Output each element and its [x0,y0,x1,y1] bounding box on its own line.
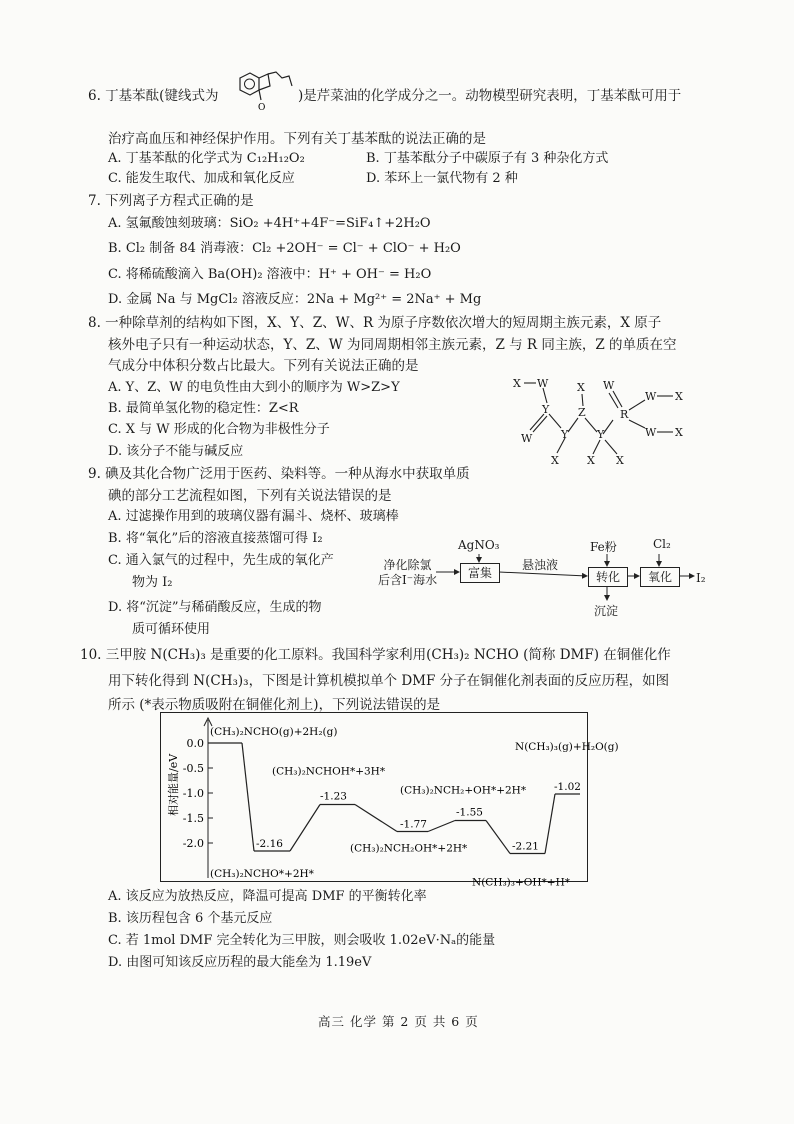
energy-levels [208,743,580,854]
flow-reagent-agno3: AgNO₃ [458,538,500,552]
q7-option-b: B. Cl₂ 制备 84 消毒液：Cl₂ +2OH⁻ = Cl⁻ + ClO⁻ + H₂O [108,241,461,256]
transition-line [355,805,397,832]
q10-option-a: A. 该反应为放热反应，降温可提高 DMF 的平衡转化率 [108,889,427,904]
q7-option-c: C. 将稀硫酸滴入 Ba(OH)₂ 溶液中：H⁺ + OH⁻ = H₂O [108,267,432,282]
state-label: (CH₃)₂NCH₂OH*+2H* [350,842,468,855]
energy-value-label: -1.77 [400,818,427,831]
q6-option-c: C. 能发生取代、加成和氧化反应 [108,171,295,186]
energy-profile-chart [160,712,619,889]
flow-byproduct-precipitate: 沉淀 [594,604,619,618]
q8-option-b: B. 最简单氢化物的稳定性：Z<R [108,401,299,416]
q6-stem-part1: 6. 丁基苯酞(键线式为 [88,88,219,104]
atom-x: X [513,377,521,390]
q9-option-a: A. 过滤操作用到的玻璃仪器有漏斗、烧杯、玻璃棒 [108,509,399,524]
y-tick-label: -1.0 [182,787,204,800]
q9-option-c-line2: 物为 I₂ [132,575,173,590]
q10-stem-line2: 用下转化得到 N(CH₃)₃，下图是计算机模拟单个 DMF 分子在铜催化剂表面的反应历程，如图 [108,673,670,689]
q9-stem-line2: 碘的部分工艺流程如图，下列有关说法错误的是 [108,488,392,504]
atom-y: Y [597,428,605,441]
carbonyl-oxygen: O [258,103,266,113]
atom-x: X [577,381,585,394]
y-tick-label: -2.0 [182,837,204,850]
q6-stem-line2: 治疗高血压和神经保护作用。下列有关丁基苯酞的说法正确的是 [108,131,486,147]
q9-option-d-line1: D. 将“沉淀”与稀硝酸反应，生成的物 [108,600,322,615]
flow-box-enrich: 富集 [460,563,500,583]
atom-x: X [551,454,559,467]
page-footer: 高三 化学 第 2 页 共 6 页 [318,1014,479,1029]
atom-x: X [675,426,683,439]
aromatic-circle [245,79,255,89]
flow-box-oxidize: 氧化 [640,567,680,587]
state-label: N(CH₃)₃+OH*+H* [472,876,571,889]
flow-reagent-cl2: Cl₂ [653,537,671,551]
q7-option-a: A. 氢氟酸蚀刻玻璃：SiO₂ +4H⁺+4F⁻=SiF₄↑+2H₂O [108,216,431,231]
q8-stem-line3: 气成分中体积分数占比最大。下列有关说法正确的是 [108,358,419,374]
herbicide-structure [505,370,705,470]
atom-x: X [616,454,624,467]
butyl-chain [268,72,292,86]
q9-option-c-line1: C. 通入氯气的过程中，先生成的氧化产 [108,553,334,568]
q10-stem-line1: 10. 三甲胺 N(CH₃)₃ 是重要的化工原料。我国科学家利用(CH₃)₂ NCHO (简称 DMF) 在铜催化作 [80,647,671,663]
q9-option-b: B. 将“氧化”后的溶液直接蒸馏可得 I₂ [108,531,323,546]
atom-r: R [620,408,629,421]
q8-stem-line1: 8. 一种除草剂的结构如下图，X、Y、Z、W、R 为原子序数依次增大的短周期主族元素，X 原子 [88,315,662,331]
flow-product-i2: I₂ [696,571,706,585]
q6-stem-part2: )是芹菜油的化学成分之一。动物模型研究表明，丁基苯酞可用于 [298,88,682,104]
y-tick-label: 0.0 [186,737,204,750]
q10-option-c: C. 若 1mol DMF 完全转化为三甲胺，则会吸收 1.02eV·Nₐ的能量 [108,933,496,948]
transition-line [486,821,510,854]
transition-line [290,805,320,852]
state-label: (CH₃)₂NCHO(g)+2H₂(g) [210,726,338,738]
state-label: (CH₃)₂NCH₂+OH*+2H* [400,784,527,797]
q8-stem-line2: 核外电子只有一种运动状态，Y、Z、W 为同周期相邻主族元素，Z 与 R 同主族，Z 的单质在空 [108,337,677,353]
q7-option-d: D. 金属 Na 与 MgCl₂ 溶液反应：2Na + Mg²⁺ = 2Na⁺ + Mg [108,292,482,307]
transition-line [428,821,455,832]
q9-option-d-line2: 质可循环使用 [132,622,211,637]
atom-w: W [645,426,657,439]
atom-w: W [521,432,533,445]
transition-line [545,794,555,854]
energy-value-label: -1.23 [320,790,347,803]
q6-option-a: A. 丁基苯酞的化学式为 C₁₂H₁₂O₂ [108,151,305,166]
state-label: (CH₃)₂NCHOH*+3H* [272,765,386,778]
lactone-ring [259,74,270,90]
q8-option-c: C. X 与 W 形成的化合物为非极性分子 [108,422,330,437]
state-labels [210,726,619,889]
atom-w: W [603,379,615,392]
flow-label-suspension: 悬浊液 [522,558,559,572]
state-label: N(CH₃)₃(g)+H₂O(g) [515,741,619,753]
q9-stem-line1: 9. 碘及其化合物广泛用于医药、染料等。一种从海水中获取单质 [88,466,470,482]
atom-y: Y [561,428,569,441]
butylphthalide-structure [226,70,298,114]
q10-option-d: D. 由图可知该反应历程的最大能垒为 1.19eV [108,955,372,970]
energy-value-label: -2.16 [256,838,283,850]
y-tick-label: -0.5 [182,762,204,775]
flow-input-line2: 后含I⁻海水 [378,573,438,587]
q6-option-d: D. 苯环上一氯代物有 2 种 [366,171,518,186]
energy-value-label: -1.55 [456,806,483,819]
y-tick-label: -1.5 [182,812,204,825]
q6-option-b: B. 丁基苯酞分子中碳原子有 3 种杂化方式 [366,151,609,166]
q7-stem: 7. 下列离子方程式正确的是 [88,193,254,209]
atom-y: Y [542,403,550,416]
atom-z: Z [578,406,586,419]
atom-x: X [587,454,595,467]
transition-line [242,743,254,851]
q8-option-d: D. 该分子不能与碱反应 [108,444,244,459]
energy-value-label: -1.02 [554,781,581,793]
y-axis-label: 相对能量/eV [167,753,180,816]
q10-option-b: B. 该历程包含 6 个基元反应 [108,911,273,926]
q8-option-a: A. Y、Z、W 的电负性由大到小的顺序为 W>Z>Y [108,380,400,395]
state-label: (CH₃)₂NCHO*+2H* [210,868,314,880]
atom-w: W [645,390,657,403]
carbonyl-bond [259,90,261,100]
energy-value-label: -2.21 [512,840,539,853]
atom-w: W [537,377,549,390]
atom-x: X [675,390,683,403]
benzene-ring [240,73,259,95]
flow-input-line1: 净化除氯 [383,558,432,572]
q10-stem-line3: 所示 (*表示物质吸附在铜催化剂上)，下列说法错误的是 [108,697,441,713]
flow-box-convert: 转化 [588,567,628,587]
flow-reagent-fe: Fe粉 [590,540,617,554]
flow-arrows [376,540,706,606]
